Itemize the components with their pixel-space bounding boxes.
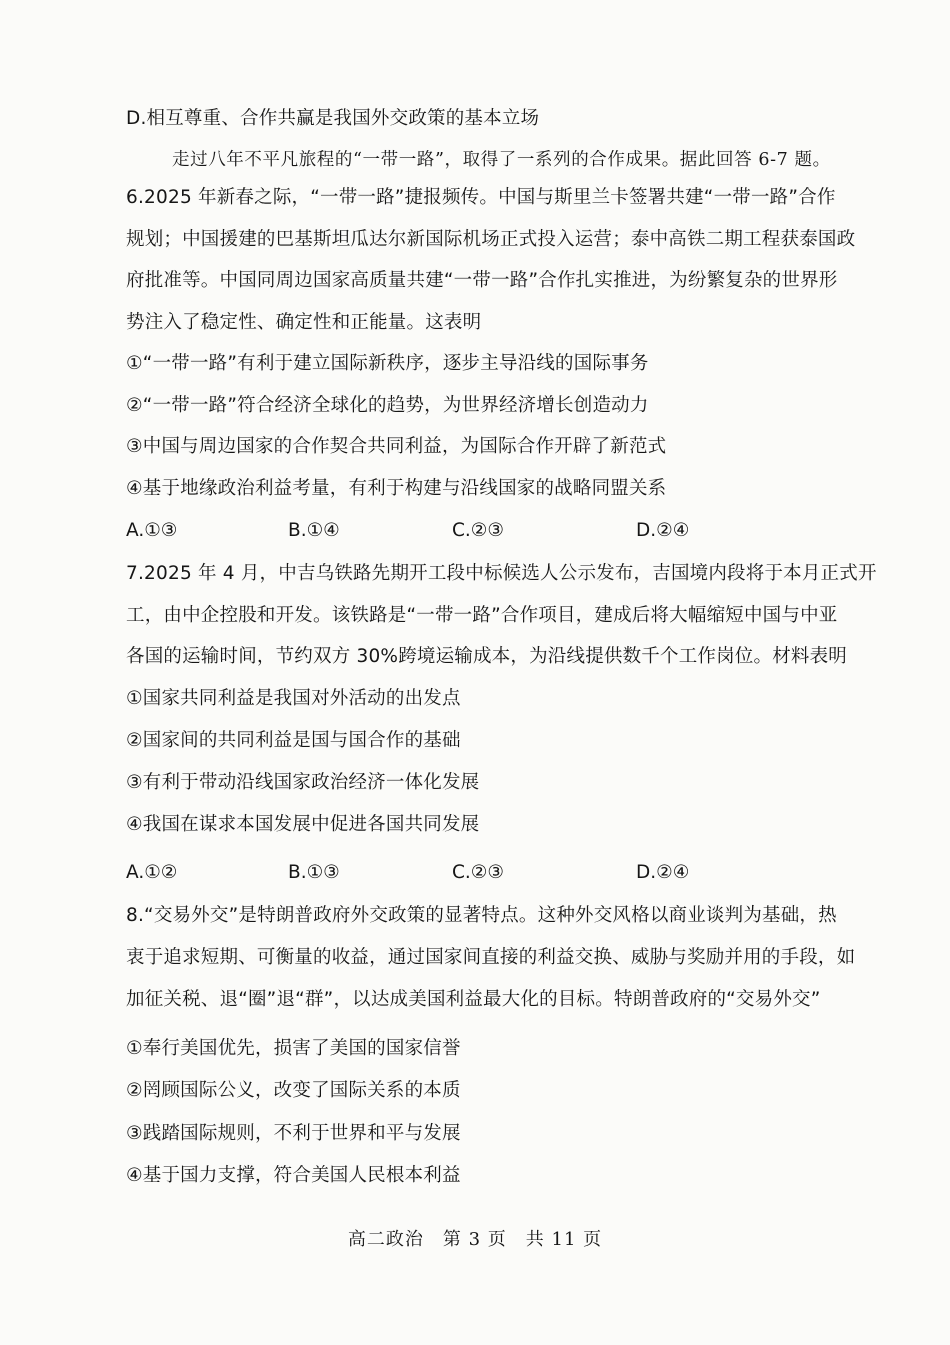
option-c: C.②③ xyxy=(452,862,504,883)
statement-item: ③有利于带动沿线国家政治经济一体化发展 xyxy=(126,772,480,793)
question-stem-line: 7.2025 年 4 月，中吉乌铁路先期开工段中标候选人公示发布，吉国境内段将于本月正式开 xyxy=(126,563,877,584)
page-footer: 高二政治 第 3 页 共 11 页 xyxy=(347,1229,603,1250)
statement-item: ②“一带一路”符合经济全球化的趋势，为世界经济增长创造动力 xyxy=(126,395,649,416)
statement-item: ①国家共同利益是我国对外活动的出发点 xyxy=(126,688,461,709)
section-intro: 走过八年不平凡旅程的“一带一路”，取得了一系列的合作成果。据此回答 6-7 题。 xyxy=(172,150,831,170)
question-stem-line: 加征关税、退“圈”退“群”，以达成美国利益最大化的目标。特朗普政府的“交易外交” xyxy=(126,989,821,1010)
option-a: A.①③ xyxy=(126,520,178,541)
question-stem-line: 规划；中国援建的巴基斯坦瓜达尔新国际机场正式投入运营；泰中高铁二期工程获泰国政 xyxy=(126,229,856,250)
statement-item: ③中国与周边国家的合作契合共同利益，为国际合作开辟了新范式 xyxy=(126,436,667,457)
question-stem-line: 府批准等。中国同周边国家高质量共建“一带一路”合作扎实推进，为纷繁复杂的世界形 xyxy=(126,270,838,291)
question-stem-line: 6.2025 年新春之际，“一带一路”捷报频传。中国与斯里兰卡签署共建“一带一路”合作 xyxy=(126,187,836,208)
statement-item: ④基于地缘政治利益考量，有利于构建与沿线国家的战略同盟关系 xyxy=(126,478,667,499)
statement-item: ①“一带一路”有利于建立国际新秩序，逐步主导沿线的国际事务 xyxy=(126,353,649,374)
option-c: C.②③ xyxy=(452,520,504,541)
statement-item: ③践踏国际规则，不利于世界和平与发展 xyxy=(126,1123,461,1144)
answer-options xyxy=(126,861,726,885)
previous-question-option-d: D.相互尊重、合作共赢是我国外交政策的基本立场 xyxy=(126,108,540,129)
option-d: D.②④ xyxy=(636,862,690,883)
option-a: A.①② xyxy=(126,862,178,883)
question-stem-line: 势注入了稳定性、确定性和正能量。这表明 xyxy=(126,312,482,333)
statement-item: ④我国在谋求本国发展中促进各国共同发展 xyxy=(126,814,480,835)
question-stem-line: 衷于追求短期、可衡量的收益，通过国家间直接的利益交换、威胁与奖励并用的手段，如 xyxy=(126,947,856,968)
question-stem-line: 各国的运输时间，节约双方 30%跨境运输成本，为沿线提供数千个工作岗位。材料表明 xyxy=(126,646,848,667)
option-b: B.①③ xyxy=(288,862,340,883)
answer-options xyxy=(126,519,726,543)
option-b: B.①④ xyxy=(288,520,340,541)
question-stem-line: 8.“交易外交”是特朗普政府外交政策的显著特点。这种外交风格以商业谈判为基础，热 xyxy=(126,905,837,926)
option-d: D.②④ xyxy=(636,520,690,541)
statement-item: ①奉行美国优先，损害了美国的国家信誉 xyxy=(126,1038,461,1059)
statement-item: ②国家间的共同利益是国与国合作的基础 xyxy=(126,730,461,751)
statement-item: ②罔顾国际公义，改变了国际关系的本质 xyxy=(126,1080,461,1101)
statement-item: ④基于国力支撑，符合美国人民根本利益 xyxy=(126,1165,461,1186)
question-stem-line: 工，由中企控股和开发。该铁路是“一带一路”合作项目，建成后将大幅缩短中国与中亚 xyxy=(126,605,838,626)
